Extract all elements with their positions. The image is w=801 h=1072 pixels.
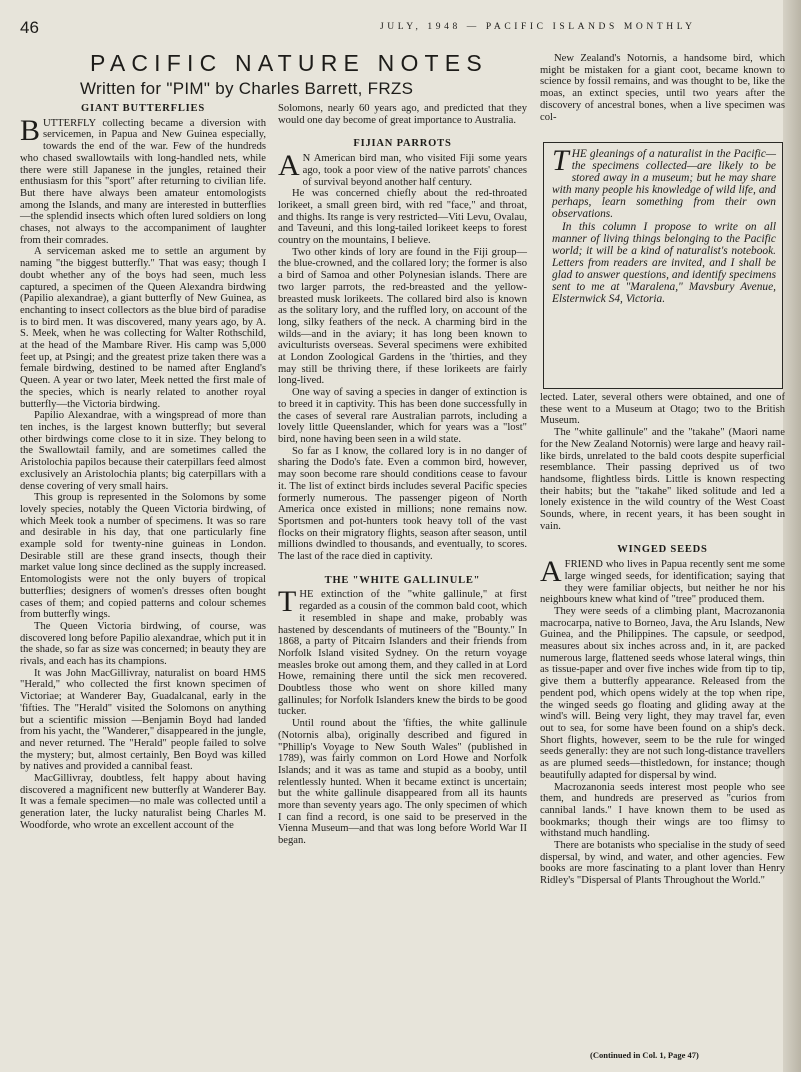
section-heading-giant-butterflies: GIANT BUTTERFLIES (81, 103, 205, 114)
note-paragraph: THE gleanings of a naturalist in the Pacific—the specimens collected—are likely to be stored away in a museum; but he may share with many people his knowledge of wild life, and perhaps, learn something from their own observations. (552, 144, 776, 221)
paragraph: The "white gallinule" and the "takahe" (Maori name for the New Zealand Notornis) were large and heavy rail-like birds, unrelated to the bald coots despite superficial resemblance. Their passing deprived us of two handsome, flightless birds. Little is known respecting their habits; but the "takahe" liked solitude and led a lonely existence in the wild country of the West Coast Sounds, where, in recent years, it has been sought in vain. (540, 427, 785, 532)
section-heading-white-gallinule: THE "WHITE GALLINULE" (324, 574, 481, 586)
paragraph: AFRIEND who lives in Papua recently sent me some large winged seeds, for identification; saying that they were familiar objects, but neither he nor his neighbours knew what kind of "tree" produced them. (540, 555, 785, 606)
section-heading-winged-seeds: WINGED SEEDS (617, 544, 708, 556)
paragraph: Solomons, nearly 60 years ago, and predicted that they would one day become of great importance to Australia. (278, 103, 527, 126)
column-3-bottom (540, 392, 785, 887)
article-byline: Written for "PIM" by Charles Barrett, FRZS (80, 79, 414, 98)
paragraph: Papilio Alexandrae, with a wingspread of more than ten inches, is the largest known butterfly; but several other birdwings come close to it in size. They belong to the Swallowtail family, and are sometimes called the Aristolochia papilos because their caterpillars feed almost exclusively an Aristolochia plants; big caterpillars with a dense covering of very small hairs. (20, 410, 266, 492)
paragraph: Two other kinds of lory are found in the Fiji group—the blue-crowned, and the collared lory; the former is also a bird of Samoa and other Polynesian islands. There are two larger parrots, the red-breasted and the yellow-breasted musk lorikeets. The collared bird also is known as the solitary lory, and the ruffled lory, on account of the long, silky feathers of the neck. A charming bird in the wilds—and in the aviary; it has long been known to aviculturists overseas. Several specimens were exhibited at London Zoological Gardens in the 'thirties, and they may still be thriving there, if these lorikeets are fairly long-lived. (278, 246, 527, 387)
continued-note: (Continued in Col. 1, Page 47) (590, 1050, 699, 1060)
paragraph: This group is represented in the Solomons by some lovely species, notably the Queen Victoria birdwing, of which Meek took a number of specimens. It was so rare and desirable in his day, that one particularly fine example sold for twenty-nine guineas in London. Desirable still are these grand insects, though their market value long since declined as the supply increased. Entomologists were not the only buyers of tropical butterflies; designers of women's dresses often bought cases of them; and copied patterns and colour schemes from butterfly wings. (20, 492, 266, 621)
column-2 (278, 103, 527, 847)
paragraph: He was concerned chiefly about the red-throated lorikeet, a small green bird, with red "face," and throat, and thighs. Its range is very restricted—Viti Levu, Ovalau, and Taveuni, and this long-tailed lorikeet keeps to forest country on the mountains, I believe. (278, 188, 527, 247)
running-header: JULY, 1948 — PACIFIC ISLANDS MONTHLY (380, 22, 696, 32)
column-1 (20, 103, 266, 832)
article-title: PACIFIC NATURE NOTES (90, 50, 488, 76)
paragraph: Macrozanonia seeds interest most people who see them, and hundreds are preserved as "curios from cannibal lands." I have known them to be used as bookmarks; though their wings are too flimsy to withstand much handling. (540, 781, 785, 840)
page-number: 46 (20, 18, 39, 37)
paragraph: A serviceman asked me to settle an argument by naming "the biggest butterfly." That was easy; though I doubt whether any of the boys had seen, much less captured, a specimen of the Queen Alexandra birdwing (Papilio alexandrae), a giant butterfly of New Guinea, as enchanting to insect collectors as the blue bird of paradise is to bird men. It was discovered, many years ago, by A. S. Meek, when he was collecting for Walter Rothschild, at the head of the Mambare River. His camp was 5,000 feet up, at Psingi; and the greatest prize taken there was a female birdwing, destined to be named after England's Queen. A year or two later, Meek netted the first male of the species, which is nearly related to another royal butterfly—the Victoria birdwing. (20, 246, 266, 410)
page-edge (783, 0, 801, 1072)
note-paragraph: In this column I propose to write on all manner of living things belonging to the Pacific world; it will be a kind of naturalist's notebook. Letters from readers are invited, and I shall be glad to answer questions, and identify specimens sent to me at "Maralena," Mavsbury Avenue, Elsternwick S4, Victoria. (552, 220, 776, 306)
paragraph: MacGillivray, doubtless, felt happy about having discovered a magnificent new butterfly at Wanderer Bay. It was a female specimen—no male was collected until a generation later, the lucky naturalist being Charles M. Woodforde, who wrote an excellent account of the (20, 773, 266, 831)
paragraph: It was John MacGillivray, naturalist on board HMS "Herald," who collected the first known specimen of Victoriae; at Wanderer Bay, Guadalcanal, early in the 'fifties. The "Herald" visited the Solomons on anything but a scientific mission —Benjamin Boyd had landed from his yacht, the "Wanderer," disappeared in the jungle, and never returned. The "Herald" people failed to solve the mystery; but, almost certainly, Ben Boyd was killed by natives and provided a cannibal feast. (20, 667, 266, 773)
paragraph: New Zealand's Notornis, a handsome bird, which might be mistaken for a giant coot, became known to science by fossil remains, and was thought to be, like the moas, an extinct species, until two years after the discovery of ancestral bones, when a live specimen was col- (540, 53, 785, 123)
paragraph: There are botanists who specialise in the study of seed dispersal, by wind, and water, and other agencies. Few books are more fascinating to a plant lover than Henry Ridley's "Dispersal of Plants Throughout the World." (540, 840, 785, 887)
paragraph: Until round about the 'fifties, the white gallinule (Notornis alba), originally described and figured in "Phillip's Voyage to New South Wales" (published in 1789), was fairly common on Lord Howe and Norfolk Islands; and it was as tame and stupid as a booby, until relentlessly hunted. When it became extinct is uncertain; but the white gallinule disappeared from all its haunts more than seventy years ago. The only specimen of which I can find a record, is one said to be preserved in the Vienna Museum—and that was long before World War II began. (278, 718, 527, 847)
paragraph: So far as I know, the collared lory is in no danger of sharing the Dodo's fate. Even a common bird, however, may soon become rare should conditions cease to favour it. The list of extinct birds includes several Pacific species formerly numerous. The passenger pigeon of North America once existed in millions; none remains now. Sportsmen and pot-hunters took heavy toll of the vast flocks on their migratory flights, season after season, until millions dwindled to thousands, and eventually, to scores. The last of the race died in captivity. (278, 445, 527, 563)
paragraph: BUTTERFLY collecting became a diversion with servicemen, in Papua and New Guinea especially, towards the end of the war. Few of the hundreds who chased swallowtails with long-handled nets, while there were still Japanese in the jungles, retained their enthusiasm for this "sport" after returning to civilian life. But there have always been amateur entomologists among the Islands, and many are interested in butterflies—the splendid insects which often lured soldiers on long chases, not always to the accompaniment of laughter from their comrades. (20, 113, 266, 246)
paragraph: lected. Later, several others were obtained, and one of these went to a Museum at Otago; two to the British Museum. (540, 392, 785, 427)
paragraph: THE extinction of the "white gallinule," at first regarded as a cousin of the common bald coot, which it resembled in shape and make, probably was hastened by descendants of mutineers of the "Bounty." In 1868, a party of Pitcairn Islanders and their friends from Norfolk Island visited Sydney. On the return voyage measles broke out among them, and they called in at Lord Howe, remaining there until the sick men recovered. Doubtless those who went on shore killed many gallinules; for Norfolk Islanders knew the birds to be good tucker. (278, 585, 527, 718)
paragraph: One way of saving a species in danger of extinction is to breed it in captivity. This has been done successfully in the cases of several rare Australian parrots, including a lovely little Queenslander, which for years was a "lost" bird, none having been seen in a wild state. (278, 387, 527, 445)
editorial-note-box (543, 142, 783, 389)
paragraph: They were seeds of a climbing plant, Macrozanonia macrocarpa, native to Borneo, Java, the Aru Islands, New Guinea, and the Philippines. The capsule, or seedpod, measures about six inches across and, in it, are packed numerous large, flattened seeds whose lateral wings, thin as tissue-paper and over five inches wide from tip to tip, give them a butterfly appearance. Released from the pendent pod, which opens widely at the top when ripe, the winged seeds go floating and gliding away at the wind's will. Being very light, they may travel far, even out to sea, for some have been found on a ship's deck. Short flights, however, seem to be the rule for winged seeds generally: they are not such long-distance travellers as are plumed seeds—thistledown, for instance; though beautifully adapted for dispersal by wind. (540, 605, 785, 781)
column-3-top (540, 53, 785, 123)
section-heading-fijian-parrots: FIJIAN PARROTS (353, 138, 452, 150)
paragraph: AN American bird man, who visited Fiji some years ago, took a poor view of the native parrots' chances of survival beyond another half century. (278, 149, 527, 188)
paragraph: The Queen Victoria birdwing, of course, was discovered long before Papilio alexandrae, which put it in the shade, so far as size was concerned; in beauty they are rivals, and each has its champions. (20, 620, 266, 668)
